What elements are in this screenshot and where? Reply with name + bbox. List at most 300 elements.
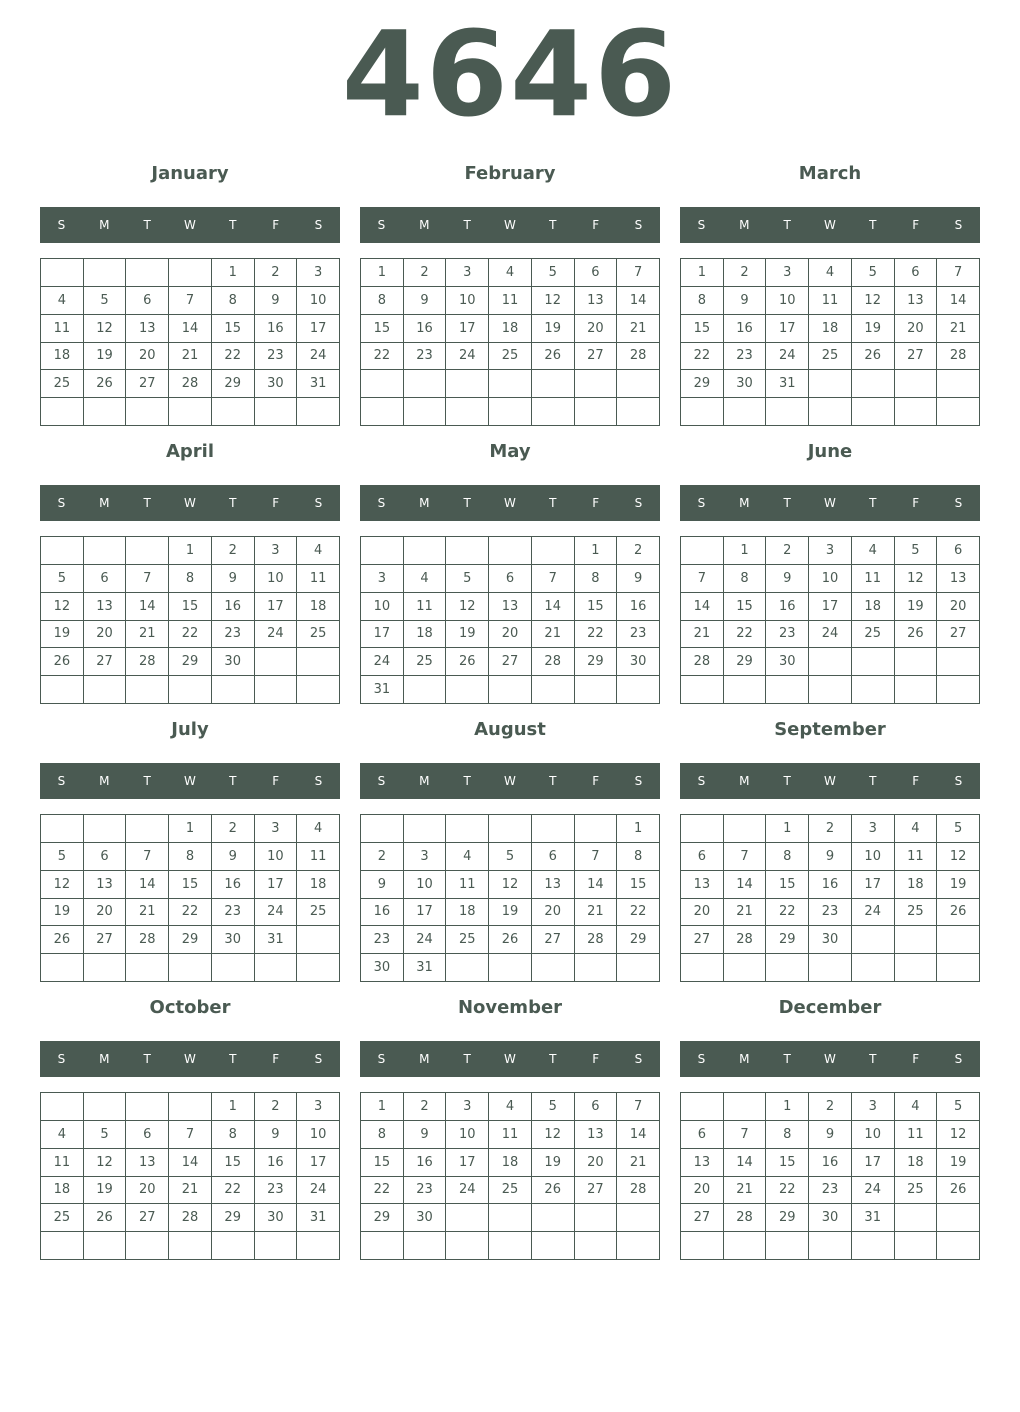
weekday-label: F xyxy=(592,774,600,788)
day-cell: 18 xyxy=(809,315,852,343)
empty-cell xyxy=(532,1232,575,1260)
day-cell: 30 xyxy=(617,648,660,676)
day-cell: 14 xyxy=(169,1149,212,1177)
day-cell: 9 xyxy=(724,287,767,315)
empty-cell xyxy=(532,1204,575,1232)
day-cell: 22 xyxy=(681,343,724,371)
day-cell: 14 xyxy=(681,593,724,621)
day-cell: 21 xyxy=(169,343,212,371)
empty-cell xyxy=(681,398,724,426)
day-cell: 6 xyxy=(575,259,618,287)
month-title: December xyxy=(778,997,882,1018)
empty-cell xyxy=(446,1204,489,1232)
weekday-label: M xyxy=(739,1052,750,1066)
month-title: March xyxy=(798,163,862,184)
day-cell: 10 xyxy=(404,871,447,899)
weekday-label: M xyxy=(99,774,110,788)
day-cell: 12 xyxy=(937,843,980,871)
weekday-label: F xyxy=(592,218,600,232)
empty-cell xyxy=(297,954,340,982)
day-cell: 25 xyxy=(41,370,84,398)
weekday-header xyxy=(360,485,660,521)
weekday-label: F xyxy=(272,218,280,232)
day-cell: 2 xyxy=(212,537,255,565)
day-cell: 30 xyxy=(724,370,767,398)
empty-cell xyxy=(446,954,489,982)
day-cell: 10 xyxy=(297,1121,340,1149)
empty-cell xyxy=(575,1232,618,1260)
day-cell: 9 xyxy=(404,1121,447,1149)
day-cell: 10 xyxy=(446,287,489,315)
weekday-header xyxy=(40,207,340,243)
empty-cell xyxy=(126,259,169,287)
weekday-label: F xyxy=(272,774,280,788)
day-cell: 17 xyxy=(297,1149,340,1177)
empty-cell xyxy=(126,676,169,704)
day-cell: 22 xyxy=(724,621,767,649)
day-cell: 20 xyxy=(575,1149,618,1177)
day-cell: 17 xyxy=(255,593,298,621)
day-cell: 21 xyxy=(575,899,618,927)
weekday-label: S xyxy=(697,1052,706,1066)
empty-cell xyxy=(361,537,404,565)
day-cell: 20 xyxy=(937,593,980,621)
month-title: November xyxy=(457,997,563,1018)
day-cell: 25 xyxy=(404,648,447,676)
day-cell: 22 xyxy=(575,621,618,649)
day-cell: 24 xyxy=(255,621,298,649)
empty-cell xyxy=(681,537,724,565)
day-cell: 24 xyxy=(404,926,447,954)
day-cell: 25 xyxy=(489,1177,532,1205)
day-cell: 28 xyxy=(724,926,767,954)
day-cell: 24 xyxy=(297,1177,340,1205)
day-cell: 2 xyxy=(724,259,767,287)
weekday-label: S xyxy=(634,774,643,788)
day-cell: 25 xyxy=(895,1177,938,1205)
empty-cell xyxy=(169,1093,212,1121)
day-cell: 21 xyxy=(169,1177,212,1205)
day-cell: 3 xyxy=(809,537,852,565)
day-cell: 4 xyxy=(446,843,489,871)
day-cell: 30 xyxy=(404,1204,447,1232)
empty-cell xyxy=(724,1232,767,1260)
weekday-label: W xyxy=(184,496,196,510)
day-cell: 1 xyxy=(766,815,809,843)
day-cell: 4 xyxy=(41,1121,84,1149)
empty-cell xyxy=(404,398,447,426)
day-cell: 18 xyxy=(852,593,895,621)
day-cell: 25 xyxy=(446,926,489,954)
weekday-header xyxy=(40,1041,340,1077)
day-cell: 2 xyxy=(361,843,404,871)
empty-cell xyxy=(489,1204,532,1232)
day-cell: 13 xyxy=(937,565,980,593)
day-cell: 28 xyxy=(532,648,575,676)
weekday-label: T xyxy=(229,218,237,232)
empty-cell xyxy=(681,815,724,843)
day-cell: 1 xyxy=(212,1093,255,1121)
day-cell: 21 xyxy=(617,1149,660,1177)
day-cell: 19 xyxy=(84,1177,127,1205)
day-cell: 20 xyxy=(84,899,127,927)
weekday-label: T xyxy=(869,1052,877,1066)
weekday-label: T xyxy=(783,774,791,788)
day-cell: 2 xyxy=(212,815,255,843)
day-cell: 6 xyxy=(895,259,938,287)
empty-cell xyxy=(766,954,809,982)
day-cell: 30 xyxy=(809,1204,852,1232)
weekday-label: T xyxy=(229,1052,237,1066)
day-cell: 3 xyxy=(852,815,895,843)
weekday-label: F xyxy=(912,1052,920,1066)
day-cell: 8 xyxy=(361,287,404,315)
day-cell: 12 xyxy=(84,315,127,343)
day-cell: 6 xyxy=(84,565,127,593)
day-cell: 27 xyxy=(575,343,618,371)
day-cell: 6 xyxy=(681,1121,724,1149)
day-cell: 16 xyxy=(255,1149,298,1177)
day-cell: 22 xyxy=(212,1177,255,1205)
empty-cell xyxy=(84,676,127,704)
day-cell: 2 xyxy=(255,1093,298,1121)
day-cell: 25 xyxy=(809,343,852,371)
month-title: April xyxy=(165,441,215,462)
empty-cell xyxy=(255,1232,298,1260)
day-cell: 24 xyxy=(809,621,852,649)
empty-cell xyxy=(937,1204,980,1232)
weekday-label: M xyxy=(99,496,110,510)
day-cell: 11 xyxy=(489,1121,532,1149)
day-cell: 15 xyxy=(766,1149,809,1177)
empty-cell xyxy=(446,398,489,426)
day-cell: 10 xyxy=(255,565,298,593)
empty-cell xyxy=(532,537,575,565)
empty-cell xyxy=(255,648,298,676)
empty-cell xyxy=(617,1204,660,1232)
day-cell: 28 xyxy=(681,648,724,676)
day-grid xyxy=(680,258,980,426)
empty-cell xyxy=(169,259,212,287)
day-cell: 14 xyxy=(126,871,169,899)
day-cell: 25 xyxy=(489,343,532,371)
empty-cell xyxy=(404,815,447,843)
day-cell: 4 xyxy=(489,259,532,287)
empty-cell xyxy=(895,954,938,982)
day-cell: 13 xyxy=(84,871,127,899)
day-cell: 12 xyxy=(84,1149,127,1177)
empty-cell xyxy=(852,370,895,398)
day-cell: 5 xyxy=(937,815,980,843)
day-cell: 7 xyxy=(937,259,980,287)
day-cell: 14 xyxy=(532,593,575,621)
day-cell: 28 xyxy=(126,648,169,676)
empty-cell xyxy=(489,370,532,398)
empty-cell xyxy=(404,1232,447,1260)
day-cell: 1 xyxy=(724,537,767,565)
day-cell: 3 xyxy=(297,1093,340,1121)
month-title: September xyxy=(774,719,886,740)
empty-cell xyxy=(575,398,618,426)
empty-cell xyxy=(41,954,84,982)
weekday-label: S xyxy=(697,774,706,788)
day-cell: 22 xyxy=(169,899,212,927)
day-cell: 2 xyxy=(404,1093,447,1121)
day-cell: 10 xyxy=(809,565,852,593)
day-cell: 19 xyxy=(446,621,489,649)
empty-cell xyxy=(809,370,852,398)
day-cell: 5 xyxy=(895,537,938,565)
empty-cell xyxy=(489,676,532,704)
day-cell: 10 xyxy=(852,1121,895,1149)
day-cell: 1 xyxy=(212,259,255,287)
day-cell: 9 xyxy=(361,871,404,899)
month-title: June xyxy=(807,441,853,462)
day-grid xyxy=(680,814,980,982)
day-cell: 27 xyxy=(575,1177,618,1205)
day-cell: 20 xyxy=(681,1177,724,1205)
day-cell: 28 xyxy=(169,1204,212,1232)
empty-cell xyxy=(41,676,84,704)
empty-cell xyxy=(41,259,84,287)
empty-cell xyxy=(895,370,938,398)
empty-cell xyxy=(489,398,532,426)
weekday-label: S xyxy=(57,218,66,232)
empty-cell xyxy=(255,954,298,982)
empty-cell xyxy=(532,815,575,843)
day-cell: 19 xyxy=(84,343,127,371)
day-cell: 8 xyxy=(766,1121,809,1149)
day-cell: 12 xyxy=(895,565,938,593)
weekday-label: S xyxy=(954,774,963,788)
weekday-label: S xyxy=(57,774,66,788)
weekday-label: T xyxy=(463,218,471,232)
day-cell: 4 xyxy=(852,537,895,565)
empty-cell xyxy=(724,676,767,704)
day-cell: 13 xyxy=(575,287,618,315)
empty-cell xyxy=(809,676,852,704)
day-cell: 5 xyxy=(532,1093,575,1121)
day-cell: 30 xyxy=(255,370,298,398)
empty-cell xyxy=(852,398,895,426)
weekday-label: M xyxy=(739,774,750,788)
weekday-label: T xyxy=(869,774,877,788)
day-cell: 16 xyxy=(617,593,660,621)
day-cell: 27 xyxy=(681,1204,724,1232)
empty-cell xyxy=(852,1232,895,1260)
weekday-label: S xyxy=(954,496,963,510)
day-cell: 29 xyxy=(169,648,212,676)
month-title: October xyxy=(149,997,231,1018)
day-cell: 10 xyxy=(766,287,809,315)
day-cell: 30 xyxy=(809,926,852,954)
day-cell: 3 xyxy=(255,815,298,843)
day-cell: 13 xyxy=(681,871,724,899)
empty-cell xyxy=(84,398,127,426)
day-cell: 4 xyxy=(297,537,340,565)
day-cell: 23 xyxy=(212,899,255,927)
empty-cell xyxy=(895,1232,938,1260)
day-grid xyxy=(40,1092,340,1260)
day-cell: 21 xyxy=(724,1177,767,1205)
empty-cell xyxy=(446,370,489,398)
weekday-label: S xyxy=(57,1052,66,1066)
weekday-label: S xyxy=(634,218,643,232)
day-cell: 9 xyxy=(255,1121,298,1149)
day-cell: 27 xyxy=(84,926,127,954)
day-cell: 12 xyxy=(446,593,489,621)
day-cell: 22 xyxy=(169,621,212,649)
empty-cell xyxy=(41,1232,84,1260)
day-cell: 16 xyxy=(255,315,298,343)
day-cell: 31 xyxy=(297,1204,340,1232)
day-cell: 27 xyxy=(681,926,724,954)
day-cell: 11 xyxy=(895,1121,938,1149)
day-cell: 4 xyxy=(809,259,852,287)
empty-cell xyxy=(575,1204,618,1232)
empty-cell xyxy=(852,926,895,954)
day-cell: 27 xyxy=(489,648,532,676)
weekday-header xyxy=(680,1041,980,1077)
day-cell: 6 xyxy=(937,537,980,565)
empty-cell xyxy=(404,537,447,565)
day-cell: 23 xyxy=(617,621,660,649)
day-cell: 21 xyxy=(617,315,660,343)
day-cell: 27 xyxy=(895,343,938,371)
day-cell: 3 xyxy=(446,259,489,287)
weekday-label: W xyxy=(504,496,516,510)
weekday-label: T xyxy=(549,774,557,788)
day-cell: 8 xyxy=(766,843,809,871)
day-cell: 17 xyxy=(404,899,447,927)
day-cell: 18 xyxy=(895,871,938,899)
weekday-label: M xyxy=(99,1052,110,1066)
empty-cell xyxy=(532,370,575,398)
day-cell: 6 xyxy=(126,287,169,315)
weekday-label: T xyxy=(549,496,557,510)
day-cell: 7 xyxy=(169,1121,212,1149)
weekday-header xyxy=(360,763,660,799)
day-cell: 6 xyxy=(532,843,575,871)
day-cell: 7 xyxy=(681,565,724,593)
day-cell: 8 xyxy=(575,565,618,593)
day-cell: 15 xyxy=(617,871,660,899)
weekday-label: S xyxy=(57,496,66,510)
day-cell: 10 xyxy=(297,287,340,315)
weekday-label: F xyxy=(592,496,600,510)
day-cell: 19 xyxy=(852,315,895,343)
empty-cell xyxy=(297,1232,340,1260)
empty-cell xyxy=(681,1232,724,1260)
empty-cell xyxy=(126,398,169,426)
day-cell: 29 xyxy=(169,926,212,954)
day-cell: 16 xyxy=(766,593,809,621)
day-cell: 8 xyxy=(169,565,212,593)
weekday-label: F xyxy=(912,218,920,232)
empty-cell xyxy=(297,676,340,704)
empty-cell xyxy=(361,815,404,843)
day-cell: 3 xyxy=(446,1093,489,1121)
weekday-label: T xyxy=(143,774,151,788)
day-cell: 26 xyxy=(489,926,532,954)
day-cell: 3 xyxy=(404,843,447,871)
day-cell: 31 xyxy=(255,926,298,954)
empty-cell xyxy=(361,1232,404,1260)
day-cell: 28 xyxy=(575,926,618,954)
day-cell: 24 xyxy=(361,648,404,676)
day-cell: 19 xyxy=(41,621,84,649)
empty-cell xyxy=(169,398,212,426)
day-cell: 7 xyxy=(126,565,169,593)
day-cell: 26 xyxy=(895,621,938,649)
day-cell: 17 xyxy=(361,621,404,649)
day-cell: 7 xyxy=(169,287,212,315)
day-cell: 23 xyxy=(212,621,255,649)
empty-cell xyxy=(895,648,938,676)
day-cell: 22 xyxy=(212,343,255,371)
day-cell: 18 xyxy=(446,899,489,927)
day-cell: 26 xyxy=(532,343,575,371)
weekday-label: S xyxy=(314,218,323,232)
day-cell: 11 xyxy=(446,871,489,899)
day-cell: 22 xyxy=(766,1177,809,1205)
empty-cell xyxy=(489,1232,532,1260)
day-cell: 12 xyxy=(41,593,84,621)
day-grid xyxy=(40,258,340,426)
day-cell: 22 xyxy=(617,899,660,927)
day-cell: 5 xyxy=(446,565,489,593)
day-cell: 1 xyxy=(575,537,618,565)
day-cell: 4 xyxy=(404,565,447,593)
day-cell: 9 xyxy=(255,287,298,315)
empty-cell xyxy=(212,398,255,426)
empty-cell xyxy=(361,370,404,398)
day-cell: 7 xyxy=(532,565,575,593)
day-cell: 25 xyxy=(852,621,895,649)
weekday-label: M xyxy=(419,774,430,788)
day-cell: 23 xyxy=(404,343,447,371)
day-cell: 7 xyxy=(617,259,660,287)
day-cell: 2 xyxy=(766,537,809,565)
empty-cell xyxy=(724,398,767,426)
empty-cell xyxy=(169,1232,212,1260)
empty-cell xyxy=(575,370,618,398)
weekday-header xyxy=(680,207,980,243)
empty-cell xyxy=(895,676,938,704)
weekday-label: W xyxy=(184,1052,196,1066)
weekday-label: M xyxy=(419,1052,430,1066)
day-cell: 13 xyxy=(575,1121,618,1149)
weekday-label: W xyxy=(824,218,836,232)
day-cell: 13 xyxy=(84,593,127,621)
day-cell: 26 xyxy=(446,648,489,676)
empty-cell xyxy=(681,954,724,982)
empty-cell xyxy=(84,537,127,565)
day-cell: 9 xyxy=(212,843,255,871)
empty-cell xyxy=(617,370,660,398)
empty-cell xyxy=(297,648,340,676)
day-cell: 17 xyxy=(297,315,340,343)
day-cell: 20 xyxy=(126,343,169,371)
empty-cell xyxy=(724,815,767,843)
day-cell: 1 xyxy=(766,1093,809,1121)
day-cell: 18 xyxy=(489,1149,532,1177)
day-cell: 15 xyxy=(361,1149,404,1177)
weekday-label: M xyxy=(739,218,750,232)
weekday-label: M xyxy=(99,218,110,232)
day-cell: 29 xyxy=(617,926,660,954)
day-cell: 29 xyxy=(766,1204,809,1232)
